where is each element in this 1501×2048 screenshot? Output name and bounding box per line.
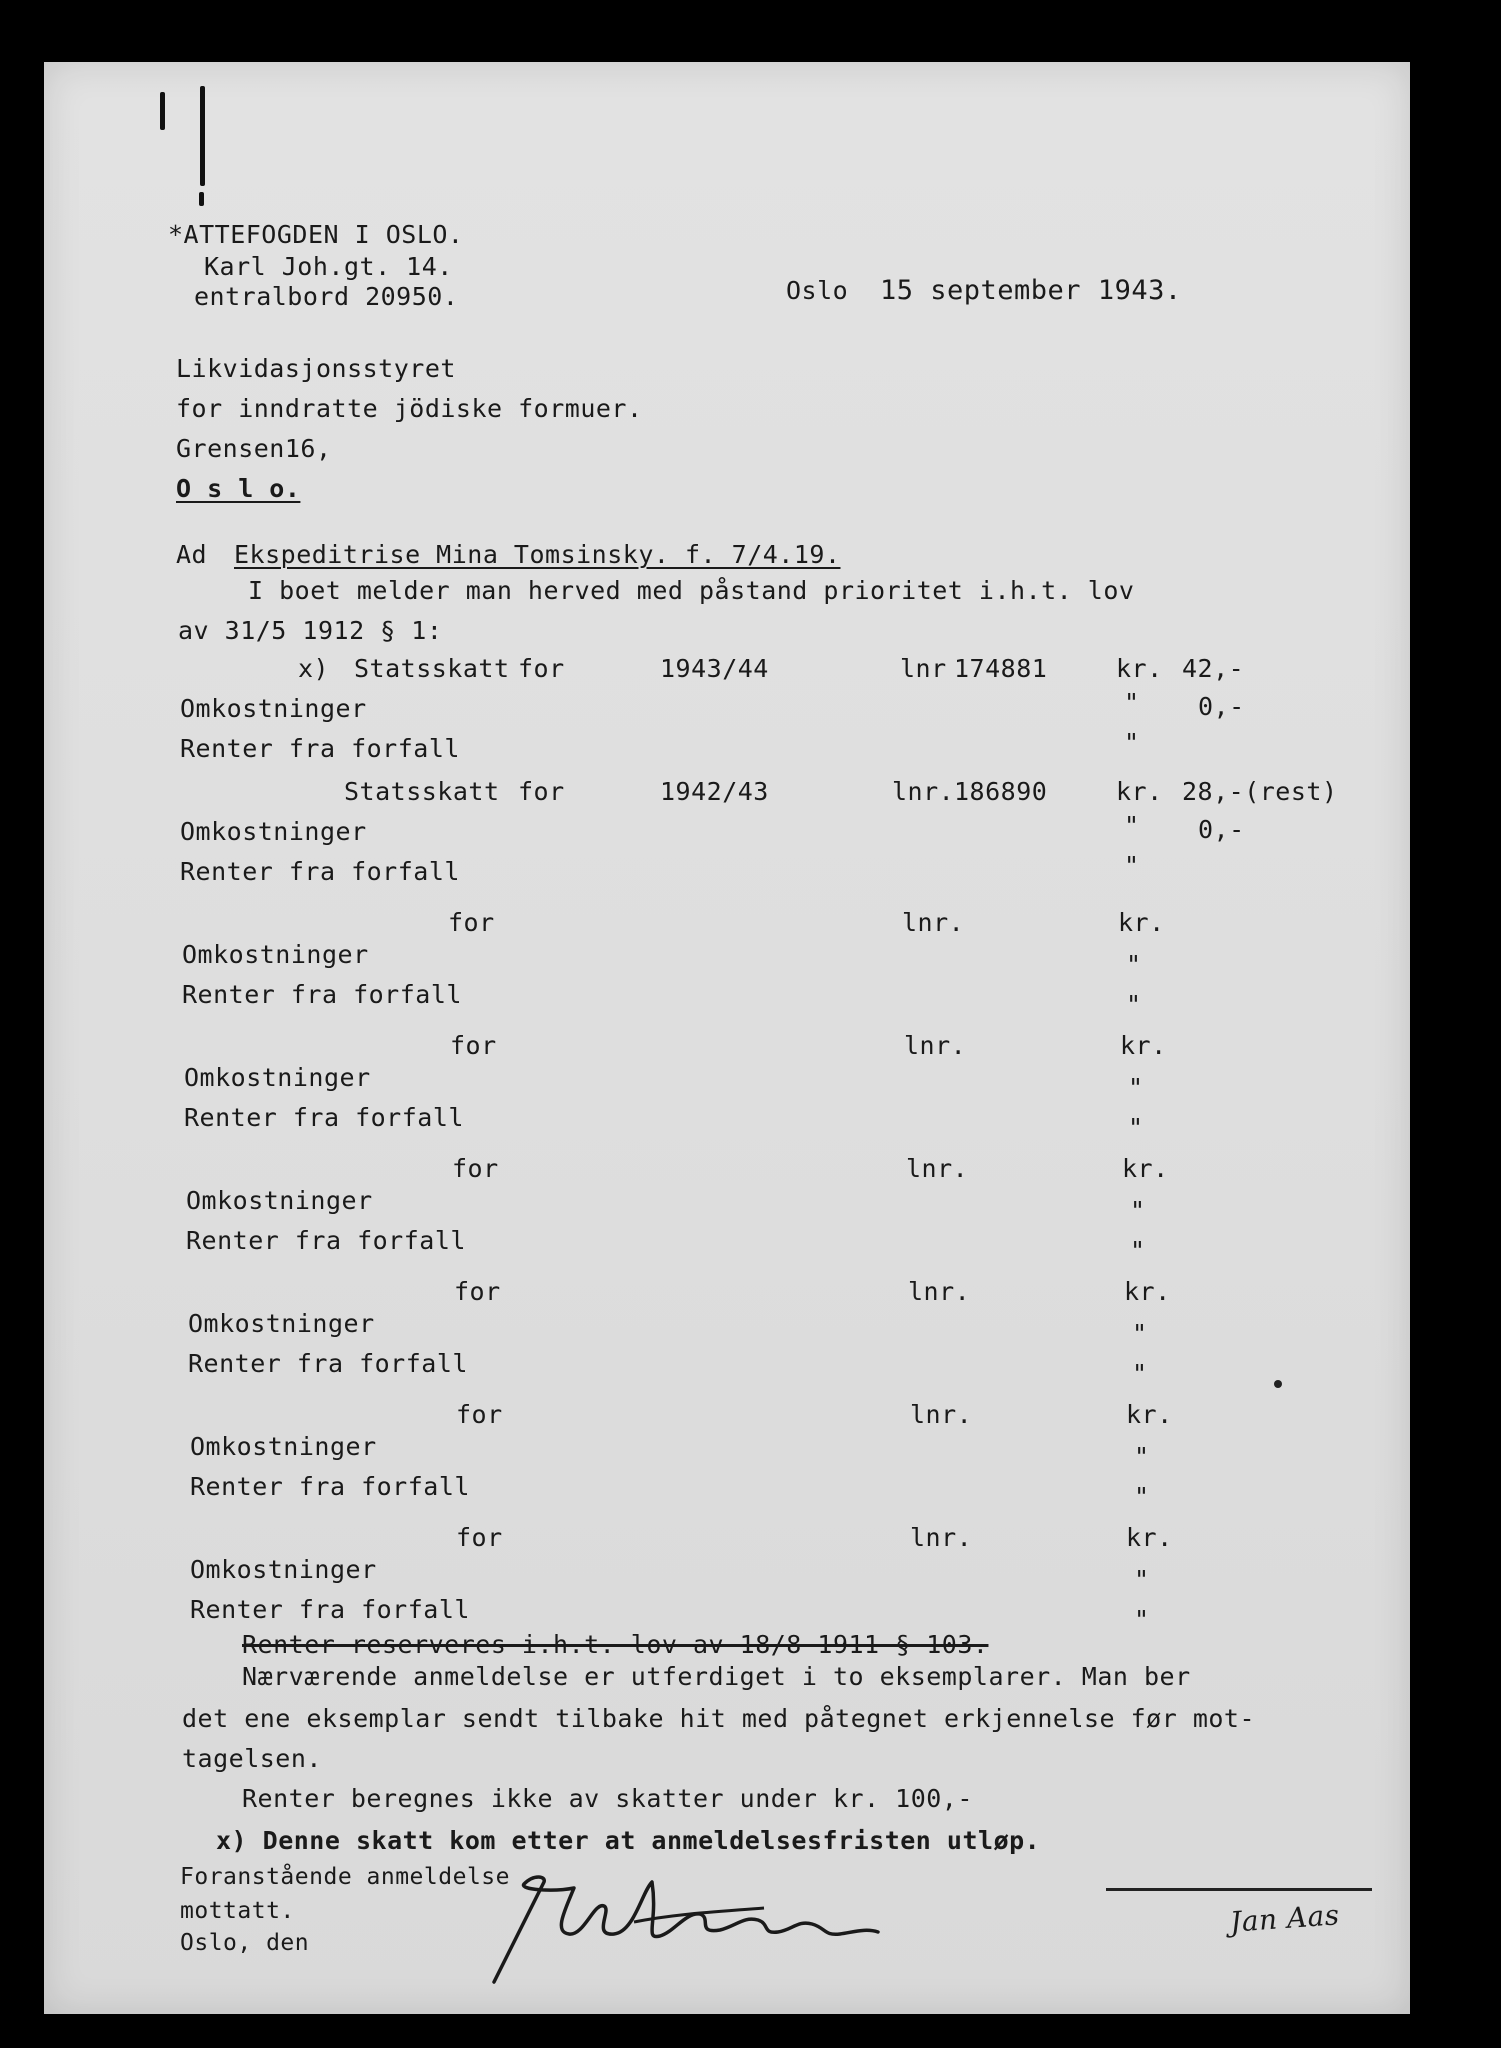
claim-costs-ditto: ": [1124, 811, 1140, 840]
closing-line-3: tagelsen.: [182, 1744, 322, 1773]
punch-mark: [200, 86, 205, 186]
claim-interest-ditto: ": [1134, 1482, 1150, 1511]
claim-costs-ditto: ": [1134, 1442, 1150, 1471]
claim-interest-ditto: ": [1124, 728, 1140, 757]
claim-costs-label: Omkostninger: [182, 940, 369, 969]
punch-mark: [160, 92, 165, 130]
claim-costs-ditto: ": [1124, 688, 1140, 717]
claim-for-label: for: [518, 777, 565, 806]
claim-kr-label: kr.: [1126, 1400, 1173, 1429]
claim-for-label: for: [454, 1277, 501, 1306]
intro-line-1: I boet melder man herved med påstand prioritet i.h.t. lov: [248, 576, 1135, 605]
document-page: [44, 62, 1410, 2014]
claim-interest-label: Renter fra forfall: [188, 1349, 468, 1378]
struck-line: Renter reserveres i.h.t. lov av 18/8 1911 § 103.: [242, 1630, 989, 1659]
receipt-line-3: Oslo, den: [180, 1930, 310, 1956]
closing-line-2: det ene eksemplar sendt tilbake hit med påtegnet erkjennelse før mot-: [182, 1704, 1256, 1733]
signature-right: Jan Aas: [1228, 1898, 1341, 1939]
claim-costs-label: Omkostninger: [180, 817, 367, 846]
intro-line-2: av 31/5 1912 § 1:: [178, 616, 443, 645]
claim-costs-ditto: ": [1128, 1073, 1144, 1102]
sender-office: *ATTEFOGDEN I OSLO.: [168, 220, 464, 249]
claim-costs-amount: 0,-: [1198, 692, 1245, 721]
claim-interest-label: Renter fra forfall: [190, 1472, 470, 1501]
claim-tax: Statsskatt: [344, 777, 500, 806]
date-place: Oslo: [786, 276, 849, 305]
claim-period: 1943/44: [660, 654, 769, 683]
claim-interest-ditto: ": [1126, 990, 1142, 1019]
claim-interest-label: Renter fra forfall: [186, 1226, 466, 1255]
claim-kr-label: kr.: [1122, 1154, 1169, 1183]
claim-interest-ditto: ": [1124, 851, 1140, 880]
claim-costs-label: Omkostninger: [186, 1186, 373, 1215]
claim-costs-amount: 0,-: [1198, 815, 1245, 844]
claim-lnr-label: lnr.: [908, 1277, 971, 1306]
claim-for-label: for: [518, 654, 565, 683]
punch-mark: [199, 192, 204, 206]
claim-kr-label: kr.: [1126, 1523, 1173, 1552]
claim-lnr-label: lnr.: [906, 1154, 969, 1183]
claim-costs-label: Omkostninger: [180, 694, 367, 723]
claim-kr-label: kr.: [1116, 777, 1163, 806]
claim-lnr-label: lnr.: [902, 908, 965, 937]
subject-prefix: Ad: [176, 540, 208, 569]
claim-interest-label: Renter fra forfall: [180, 734, 460, 763]
claim-amount: 42,-: [1182, 654, 1245, 683]
claim-lnr-label: lnr.: [910, 1400, 973, 1429]
claim-for-label: for: [456, 1400, 503, 1429]
claim-costs-ditto: ": [1126, 950, 1142, 979]
handwritten-signature: [474, 1862, 894, 1992]
claim-for-label: for: [450, 1031, 497, 1060]
recipient-line-3: Grensen16,: [176, 434, 332, 463]
recipient-line-2: for inndratte jödiske formuer.: [176, 394, 643, 423]
signature-line: [1106, 1888, 1372, 1891]
claim-kr-label: kr.: [1120, 1031, 1167, 1060]
claim-lnr-label: lnr.: [892, 777, 955, 806]
claim-amount: 28,-(rest): [1182, 777, 1338, 806]
claim-costs-ditto: ": [1130, 1196, 1146, 1225]
claim-interest-label: Renter fra forfall: [190, 1595, 470, 1624]
claim-for-label: for: [448, 908, 495, 937]
claim-lnr-label: lnr.: [910, 1523, 973, 1552]
claim-interest-label: Renter fra forfall: [180, 857, 460, 886]
recipient-line-1: Likvidasjonsstyret: [176, 354, 456, 383]
claim-costs-label: Omkostninger: [190, 1432, 377, 1461]
claim-lnr-label: lnr: [900, 654, 947, 683]
claim-costs-label: Omkostninger: [188, 1309, 375, 1338]
claim-costs-ditto: ": [1132, 1319, 1148, 1348]
footnote: x) Denne skatt kom etter at anmeldelsesfristen utløp.: [216, 1826, 1041, 1855]
claim-for-label: for: [456, 1523, 503, 1552]
receipt-line-2: mottatt.: [180, 1898, 295, 1924]
ink-dot: [1274, 1380, 1282, 1388]
claim-interest-ditto: ": [1128, 1113, 1144, 1142]
claim-interest-ditto: ": [1134, 1605, 1150, 1634]
claim-for-label: for: [452, 1154, 499, 1183]
claim-kr-label: kr.: [1116, 654, 1163, 683]
sender-address: Karl Joh.gt. 14.: [204, 252, 453, 281]
subject-text: Ekspeditrise Mina Tomsinsky. f. 7/4.19.: [234, 540, 841, 569]
claim-kr-label: kr.: [1118, 908, 1165, 937]
claim-costs-ditto: ": [1134, 1565, 1150, 1594]
date-value: 15 september 1943.: [880, 275, 1182, 306]
claim-tax: Statsskatt: [354, 654, 510, 683]
claim-interest-label: Renter fra forfall: [182, 980, 462, 1009]
claim-interest-ditto: ": [1132, 1359, 1148, 1388]
receipt-line-1: Foranstående anmeldelse: [180, 1864, 510, 1890]
claim-interest-ditto: ": [1130, 1236, 1146, 1265]
claim-costs-label: Omkostninger: [184, 1063, 371, 1092]
closing-line-1: Nærværende anmeldelse er utferdiget i to eksemplarer. Man ber: [242, 1662, 1191, 1691]
claim-marker: x): [298, 654, 330, 683]
claim-period: 1942/43: [660, 777, 769, 806]
claim-interest-label: Renter fra forfall: [184, 1103, 464, 1132]
interest-note: Renter beregnes ikke av skatter under kr. 100,-: [242, 1784, 973, 1813]
claim-costs-label: Omkostninger: [190, 1555, 377, 1584]
claim-lnr: 186890: [954, 777, 1048, 806]
claim-kr-label: kr.: [1124, 1277, 1171, 1306]
sender-phone: entralbord 20950.: [194, 282, 459, 311]
claim-lnr-label: lnr.: [904, 1031, 967, 1060]
claim-lnr: 174881: [954, 654, 1048, 683]
recipient-line-4: O s l o.: [176, 474, 301, 503]
